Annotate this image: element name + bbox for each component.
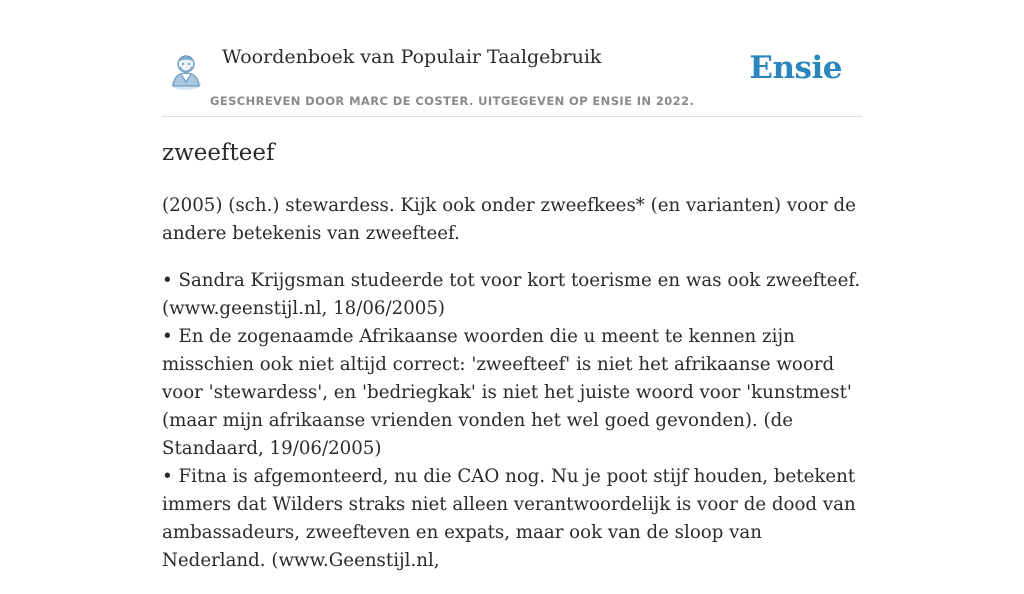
quote-item: • Fitna is afgemonteerd, nu die CAO nog. Nu je poot stijf houden, betekent immers dat Wilders straks niet alleen verantwoordelijk is voor de dood van ambassadeurs, zweefteven en expats, maar ook van de sloop van Nederland. (www.Geenstijl.nl,	[162, 466, 856, 571]
site-header	[162, 30, 862, 117]
quote-item: • En de zogenaamde Afrikaanse woorden die u meent te kennen zijn misschien ook niet altijd correct: 'zweefteef' is niet het afrikaanse woord voor 'stewardess', en 'bedriegkak' is niet het juiste woord voor 'kunstmest' (maar mijn afrikaanse vrienden vonden het wel goed gevonden). (de Standaard, 19/06/2005)	[162, 326, 852, 459]
entry-quotes	[162, 267, 862, 575]
entry-title: zweefteef	[162, 140, 275, 166]
entry-content	[162, 192, 862, 594]
ensie-logo-link[interactable]: Ensie	[749, 50, 842, 86]
author-portrait-icon[interactable]	[168, 50, 204, 90]
author-byline: GESCHREVEN DOOR MARC DE COSTER. UITGEGEVEN OP ENSIE IN 2022.	[210, 94, 695, 108]
quote-item: • Sandra Krijgsman studeerde tot voor kort toerisme en was ook zweefteef. (www.geenstijl.nl, 18/06/2005)	[162, 270, 861, 319]
author-portrait-graphic	[168, 50, 204, 90]
book-title[interactable]: Woordenboek van Populair Taalgebruik	[222, 46, 602, 68]
entry-definition: (2005) (sch.) stewardess. Kijk ook onder zweefkees* (en varianten) voor de andere betekenis van zweefteef.	[162, 195, 856, 244]
